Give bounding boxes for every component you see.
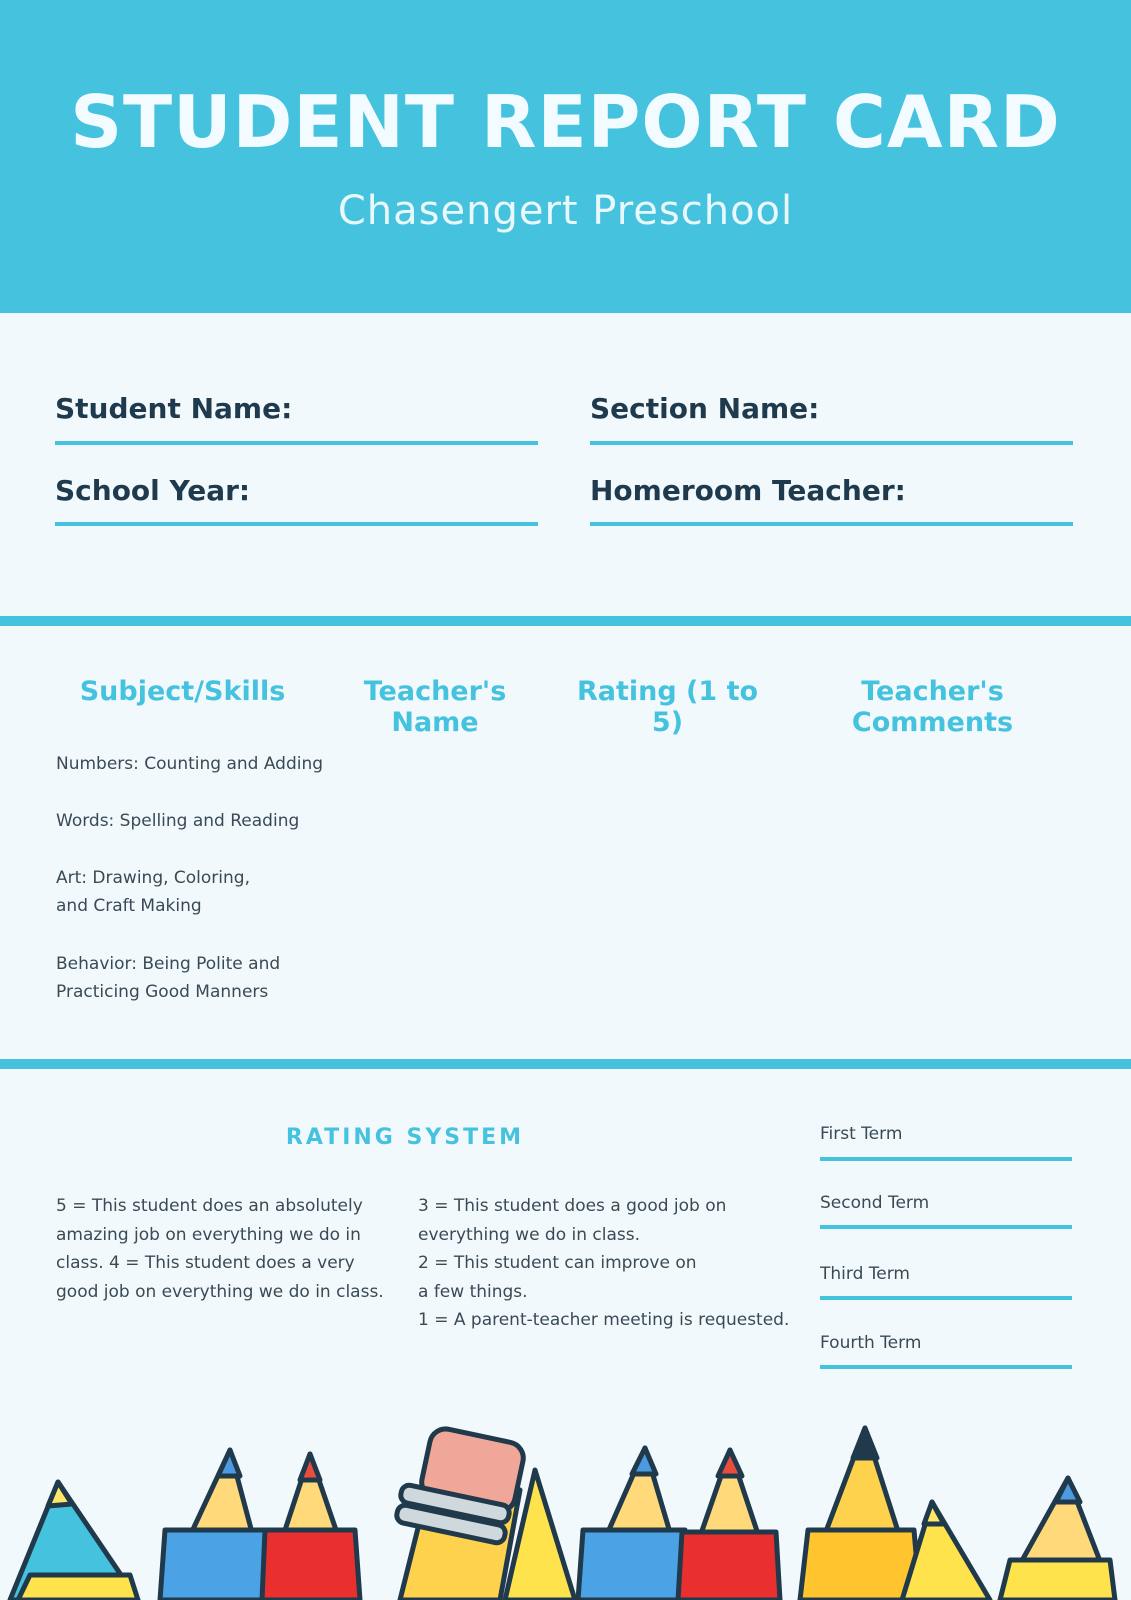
section-name-line[interactable] — [590, 441, 1073, 445]
subject-row: Behavior: Being Polite and Practicing Good Manners — [56, 954, 281, 1002]
subject-row: Numbers: Counting and Adding — [56, 754, 324, 774]
subject-row: Art: Drawing, Coloring, and Craft Making — [56, 868, 250, 916]
rating-description-left: 5 = This student does an absolutely amazing job on everything we do in class. 4 = This student does a very good job on everything we do in class. — [56, 1196, 384, 1302]
rating-line: everything we do in class. — [418, 1224, 641, 1245]
school-name: Chasengert Preschool — [337, 188, 794, 234]
column-header-comments: Teacher's Comments — [851, 676, 1014, 738]
header-banner — [0, 0, 1131, 313]
first-term-line[interactable] — [820, 1157, 1072, 1161]
fourth-term-label: Fourth Term — [820, 1333, 922, 1353]
second-term-line[interactable] — [820, 1225, 1072, 1229]
homeroom-teacher-line[interactable] — [590, 522, 1073, 526]
section-name-label: Section Name: — [590, 392, 820, 425]
section-divider-bottom — [0, 1059, 1131, 1069]
column-header-teacher-name: Teacher's Name — [363, 676, 507, 738]
school-year-line[interactable] — [55, 522, 538, 526]
rating-system-title: RATING SYSTEM — [285, 1125, 525, 1150]
fourth-term-line[interactable] — [820, 1365, 1072, 1369]
school-year-label: School Year: — [55, 474, 251, 507]
student-name-label: Student Name: — [55, 392, 293, 425]
page-title: STUDENT REPORT CARD — [70, 80, 1061, 164]
student-name-line[interactable] — [55, 441, 538, 445]
rating-line: a few things. — [418, 1281, 528, 1302]
second-term-label: Second Term — [820, 1193, 930, 1213]
rating-line: 1 = A parent-teacher meeting is requested. — [418, 1310, 790, 1330]
column-header-subject: Subject/Skills — [79, 676, 286, 707]
first-term-label: First Term — [820, 1124, 903, 1144]
rating-line: 2 = This student can improve on — [418, 1253, 697, 1273]
third-term-label: Third Term — [820, 1264, 910, 1284]
subject-row: Words: Spelling and Reading — [56, 811, 300, 831]
third-term-line[interactable] — [820, 1296, 1072, 1300]
pencils-illustration-icon — [0, 1420, 1131, 1600]
rating-description-right — [418, 1192, 798, 1335]
column-header-rating: Rating (1 to 5) — [576, 676, 759, 738]
section-divider-top — [0, 616, 1131, 626]
rating-line: 3 = This student does a good job on — [418, 1196, 727, 1216]
homeroom-teacher-label: Homeroom Teacher: — [590, 474, 906, 507]
